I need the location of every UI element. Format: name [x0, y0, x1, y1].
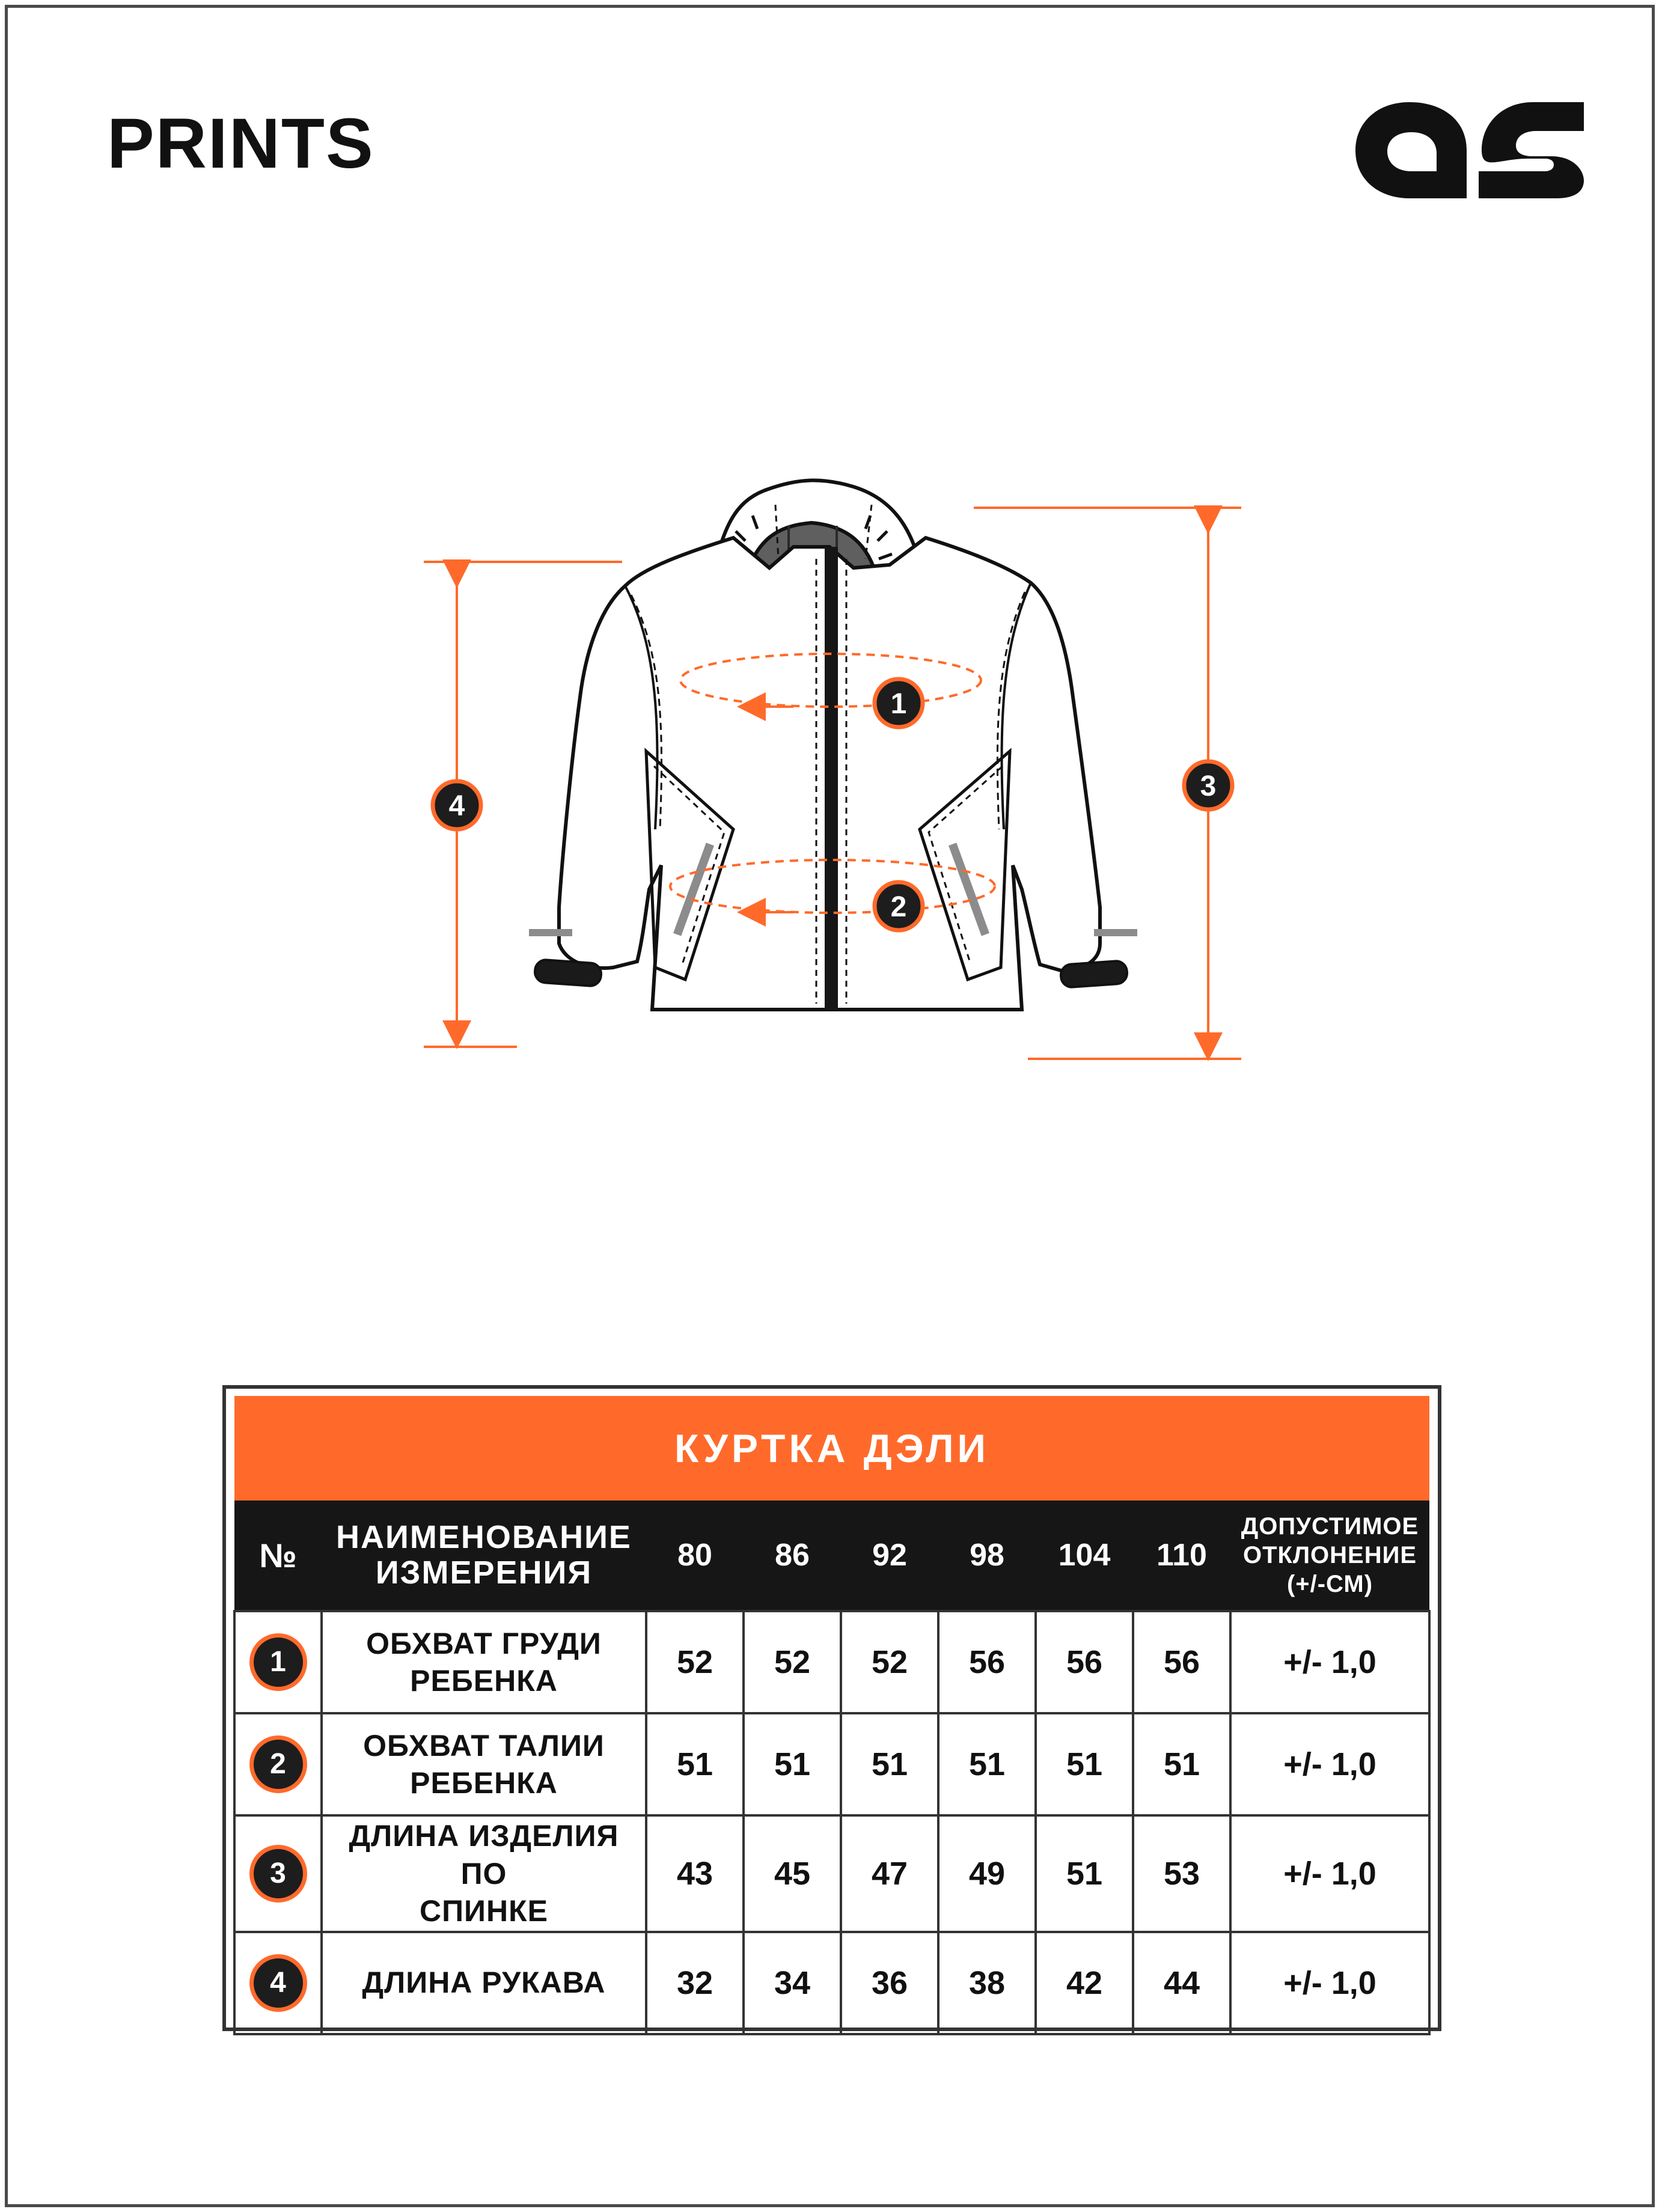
- measurement-value: 51: [646, 1713, 744, 1815]
- measurement-value: 56: [1036, 1611, 1133, 1713]
- measurement-value: 52: [744, 1611, 841, 1713]
- jacket-diagram: [409, 222, 1262, 1082]
- measurement-value: 44: [1133, 1932, 1230, 2034]
- header-measurement-name: НАИМЕНОВАНИЕ ИЗМЕРЕНИЯ: [322, 1501, 646, 1611]
- tolerance-value: +/- 1,0: [1230, 1611, 1429, 1713]
- tolerance-value: +/- 1,0: [1230, 1815, 1429, 1932]
- header-size: 98: [938, 1501, 1036, 1611]
- measurement-value: 38: [938, 1932, 1036, 2034]
- measurement-value: 51: [1036, 1713, 1133, 1815]
- measurement-value: 43: [646, 1815, 744, 1932]
- table-row: [234, 1815, 1429, 1932]
- marker-1: [875, 679, 923, 727]
- measurement-value: 52: [841, 1611, 938, 1713]
- tolerance-value: +/- 1,0: [1230, 1713, 1429, 1815]
- header-tolerance: ДОПУСТИМОЕ ОТКЛОНЕНИЕ (+/-СМ): [1230, 1501, 1429, 1611]
- measurement-value: 42: [1036, 1932, 1133, 2034]
- reflective-strip-left: [529, 929, 572, 936]
- marker-4: [433, 781, 481, 829]
- table-row: [234, 1713, 1429, 1815]
- logo-letter-a: [1355, 102, 1467, 198]
- measurement-value: 51: [1133, 1713, 1230, 1815]
- measurement-value: 36: [841, 1932, 938, 2034]
- table-row: [234, 1611, 1429, 1713]
- svg-text:1: 1: [890, 688, 907, 720]
- measurement-value: 51: [938, 1713, 1036, 1815]
- measurement-value: 51: [841, 1713, 938, 1815]
- marker-2: [875, 882, 923, 930]
- row-number-badge: 3: [249, 1845, 307, 1903]
- row-number-badge: 4: [249, 1954, 307, 2012]
- measurement-value: 56: [1133, 1611, 1230, 1713]
- measurement-name: ДЛИНА РУКАВА: [322, 1932, 646, 2034]
- logo-letter-s: [1479, 102, 1584, 198]
- row-number-badge: 2: [249, 1735, 307, 1793]
- cuff-right: [1060, 960, 1128, 988]
- reflective-strip-right: [1094, 929, 1137, 936]
- cuff-left: [534, 959, 602, 987]
- tolerance-value: +/- 1,0: [1230, 1932, 1429, 2034]
- measurement-value: 51: [1036, 1815, 1133, 1932]
- row-number-badge: 1: [249, 1633, 307, 1691]
- svg-text:2: 2: [890, 891, 907, 923]
- measurement-name: ОБХВАТ ТАЛИИ РЕБЕНКА: [322, 1713, 646, 1815]
- svg-text:4: 4: [448, 790, 465, 822]
- zipper: [825, 547, 838, 1010]
- marker-3: [1184, 761, 1232, 809]
- brand-logo: [1352, 90, 1587, 204]
- header-number: №: [234, 1501, 322, 1611]
- header-size: 92: [841, 1501, 938, 1611]
- measurement-value: 34: [744, 1932, 841, 2034]
- measurement-value: 56: [938, 1611, 1036, 1713]
- header-size: 86: [744, 1501, 841, 1611]
- measurement-value: 47: [841, 1815, 938, 1932]
- table-header-row: [234, 1501, 1429, 1611]
- header-size: 80: [646, 1501, 744, 1611]
- table-row: [234, 1932, 1429, 2034]
- measurement-name: ДЛИНА ИЗДЕЛИЯ ПО СПИНКЕ: [322, 1815, 646, 1932]
- measurement-value: 51: [744, 1713, 841, 1815]
- brand-title: PRINTS: [107, 104, 374, 183]
- svg-text:3: 3: [1200, 770, 1217, 802]
- size-table: [233, 1396, 1431, 2035]
- table-title: КУРТКА ДЭЛИ: [234, 1396, 1429, 1501]
- measurement-value: 49: [938, 1815, 1036, 1932]
- measurement-name: ОБХВАТ ГРУДИ РЕБЕНКА: [322, 1611, 646, 1713]
- size-table-frame: [222, 1385, 1441, 2031]
- measurement-value: 52: [646, 1611, 744, 1713]
- measurement-value: 45: [744, 1815, 841, 1932]
- measurement-value: 32: [646, 1932, 744, 2034]
- header-size: 104: [1036, 1501, 1133, 1611]
- header-size: 110: [1133, 1501, 1230, 1611]
- measurement-value: 53: [1133, 1815, 1230, 1932]
